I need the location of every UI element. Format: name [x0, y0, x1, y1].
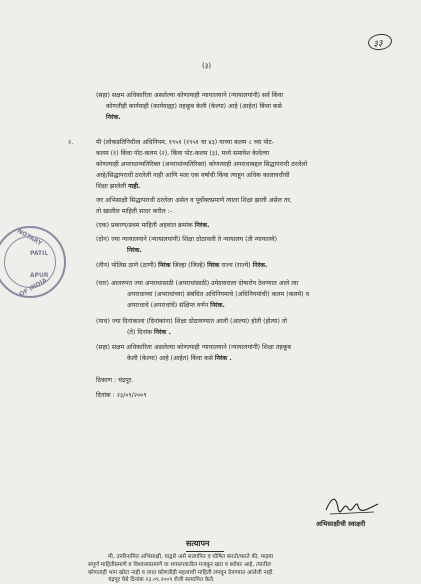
verification-line3: कोणताही भाग खोटा नाही व त्यात कोणतीही महत्वाची माहिती लपवून ठेवण्यात आलेली नाही. — [88, 570, 275, 576]
signature-scribble — [322, 494, 382, 516]
item-saha-line2: केली (केल्या) आहे (आहेत) किंवा कसे निरंक . — [127, 355, 232, 362]
para1-answer: निरंक. — [106, 114, 121, 121]
item-char-line1: (चार) आलरुपत ज्या अपराधासाठी (अपराधांसाठी) उमेदवाराला दोषारोप ठेवण्यात आले त्या — [96, 280, 299, 287]
item-saha-line1: (सहा) सक्षम अधिकारिता असलेल्या कोणत्याही न्यायालयाने (न्यायालयांनी) शिक्षा तहकूब — [96, 344, 291, 351]
para2-line2: कलम (१) किंवा पोट-कलम (२), किंवा पोट-कलम (३), मध्ये समावेश केलेल्या — [96, 150, 270, 157]
para2-line1: मी (लोकप्रतिनिधीत्व अधिनियम, १९५१ (१९५१ चा ४३) याच्या कलम ८ च्या पोट- — [96, 139, 274, 146]
verification-title-underline — [186, 551, 224, 552]
item-pach-line1: (पाच) ज्या दिनांकाला (दिनांकांना) शिक्षा ठोठावण्यात आली (आल्या) होती (होत्या) तो — [96, 318, 287, 325]
verification-line1: मी, उपरिनामित अभिसाक्षी, याद्वारे असे सत्यापित व घोषित करतो/करते की, माझ्या — [108, 554, 274, 560]
para2-line7: तो खालील माहिती सादर करील :- — [96, 208, 172, 215]
verification-line4: चंद्रपूर येथे दिनांक २३.०९.२००९ रोजी सत्यापित केले. — [108, 577, 215, 583]
para2-line5: शिक्षा झालेली नाही. — [96, 183, 141, 190]
verification-line2: संपूर्ण माहितीप्रमाणे व विश्वासाप्रमाणे या शपथपत्रातील मजकूर खरा व बरोबर आहे, त्यातील — [88, 562, 271, 568]
notary-seal: NOTARY PATIL APUR OF INDIA — [0, 226, 66, 298]
page-number: (३) — [202, 62, 212, 70]
para1-line1: (सहा) सक्षम अधिकारिता असलेल्या कोणत्याही न्यायालयाने (न्यायालयांनी) सर्व किंवा — [96, 92, 284, 99]
place-label: ठिकाण : चंद्रपूर. — [96, 377, 134, 384]
signature-caption: अभिसाक्षीची स्वाक्षरी — [316, 520, 366, 528]
item-don-answer: निरंक. — [127, 247, 142, 254]
item-char-line3: अपराधाचे (अपराधांचे) संक्षिप्त वर्णन निरंक. — [127, 302, 225, 309]
item-pach-line2: (ते) दिनांक निरंक . — [127, 329, 171, 336]
item-don-line1: (दोन) ज्या न्यायालयाने (न्यायालयांनी) शिक्षा ठोठावली ते न्यायालय (ती न्यायालये) — [96, 236, 278, 243]
para2-number: २. — [68, 139, 74, 146]
para2-line3: कोणत्याही अपराधाव्यतिरिक्त (अपराधांव्यतिरिक्त) कोणत्याही अपराधाबद्दल सिद्धापराधी ठरलेलो — [96, 161, 308, 168]
item-char-line2: अपराधाच्या (अपराधांच्या) संबंधित अधिनियमाचे (अधिनियमांची) कलम (कलमे) व — [127, 291, 310, 298]
verification-title: सत्यापन — [186, 539, 210, 548]
para1-line2: कोणतीही कार्यवाही (कार्यवाह्या) तहकूब केली (केल्या) आहे (आहेत) किंवा कसे — [106, 103, 282, 110]
date-label: दिनांक : २३/०९/२००९ — [96, 392, 147, 399]
item-ek: (एक) प्रकरण/प्रथम माहिती अहवाल क्रमांक निरंक. — [96, 222, 210, 229]
item-teen: (तीन) पोलिस ठाणे (ठाणी) निरंक जिल्हा (जिल्हे) निरंक राज्य (राज्ये) निरंक. — [96, 262, 268, 269]
para2-line4: आहे/सिद्धापराधी ठरलेली नाही आणि मला एक वर्षाची किंवा त्याहून अधिक कालावधीची — [96, 172, 290, 179]
corner-page-number: ३३ — [367, 32, 393, 51]
para2-line6: जर अभिसाक्षी सिद्धापराधी ठरलेला असेल व पूर्वोक्तप्रमाणे त्याला शिक्षा झाली असेल तर, — [96, 197, 292, 204]
